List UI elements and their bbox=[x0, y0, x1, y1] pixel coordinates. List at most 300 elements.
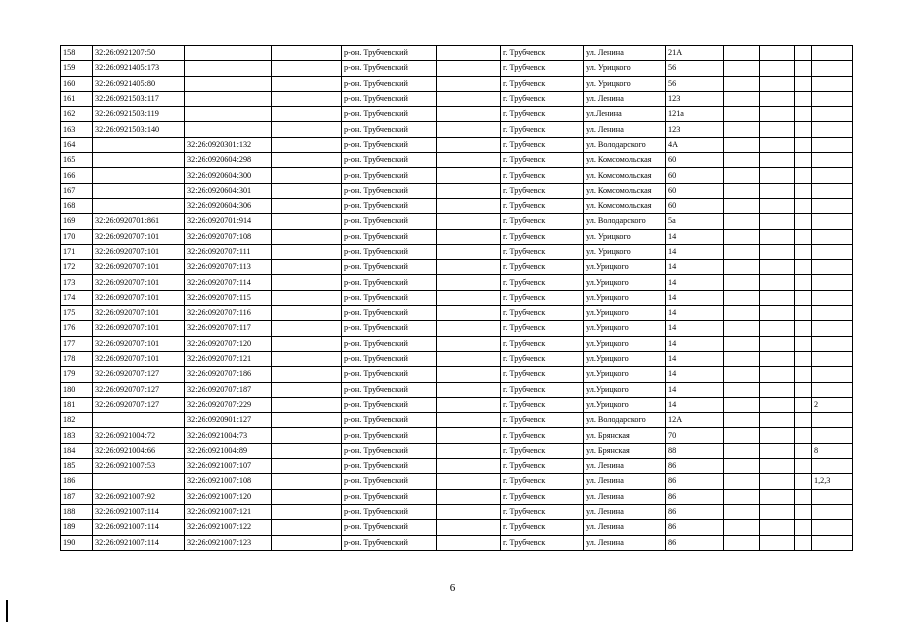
cell-empty-column bbox=[437, 489, 501, 504]
cell-empty-column bbox=[760, 229, 795, 244]
cell-district: р-он. Трубчевский bbox=[342, 474, 437, 489]
table-row bbox=[61, 504, 853, 519]
table-row bbox=[61, 214, 853, 229]
cell-note bbox=[812, 367, 853, 382]
cell-row-number: 177 bbox=[61, 336, 93, 351]
cell-empty-column bbox=[760, 275, 795, 290]
cell-street: ул. Урицкого bbox=[584, 244, 666, 259]
cell-empty-column bbox=[272, 413, 342, 428]
cell-empty-column bbox=[795, 382, 812, 397]
cell-empty-column bbox=[724, 275, 760, 290]
cell-row-number: 163 bbox=[61, 122, 93, 137]
cell-row-number: 164 bbox=[61, 137, 93, 152]
cell-cadastral-number-object: 32:26:0920707:111 bbox=[185, 244, 272, 259]
cell-note: 8 bbox=[812, 443, 853, 458]
cell-cadastral-number-object: 32:26:0921004:73 bbox=[185, 428, 272, 443]
table-row bbox=[61, 76, 853, 91]
cell-empty-column bbox=[724, 351, 760, 366]
cell-house-number: 14 bbox=[666, 367, 724, 382]
cell-cadastral-number-object: 32:26:0920707:113 bbox=[185, 260, 272, 275]
cell-empty-column bbox=[724, 214, 760, 229]
cell-empty-column bbox=[724, 459, 760, 474]
cell-empty-column bbox=[724, 504, 760, 519]
cell-house-number: 14 bbox=[666, 382, 724, 397]
cell-note bbox=[812, 229, 853, 244]
cell-city: г. Трубчевск bbox=[501, 382, 584, 397]
cell-empty-column bbox=[760, 321, 795, 336]
cell-empty-column bbox=[760, 428, 795, 443]
cell-cadastral-number-parcel bbox=[93, 474, 185, 489]
cell-empty-column bbox=[724, 76, 760, 91]
cell-empty-column bbox=[437, 61, 501, 76]
cell-city: г. Трубчевск bbox=[501, 290, 584, 305]
cell-empty-column bbox=[795, 91, 812, 106]
cell-house-number: 86 bbox=[666, 504, 724, 519]
cell-cadastral-number-object: 32:26:0921007:120 bbox=[185, 489, 272, 504]
table-row bbox=[61, 397, 853, 412]
cell-empty-column bbox=[272, 351, 342, 366]
cell-house-number: 14 bbox=[666, 260, 724, 275]
cell-house-number: 56 bbox=[666, 76, 724, 91]
cell-note bbox=[812, 107, 853, 122]
cell-cadastral-number-parcel bbox=[93, 413, 185, 428]
cell-house-number: 5а bbox=[666, 214, 724, 229]
table-row bbox=[61, 443, 853, 458]
cell-row-number: 175 bbox=[61, 306, 93, 321]
table-row bbox=[61, 198, 853, 213]
cell-empty-column bbox=[795, 336, 812, 351]
cell-empty-column bbox=[272, 367, 342, 382]
cell-city: г. Трубчевск bbox=[501, 229, 584, 244]
cell-city: г. Трубчевск bbox=[501, 489, 584, 504]
cell-empty-column bbox=[272, 61, 342, 76]
cell-note bbox=[812, 61, 853, 76]
cell-district: р-он. Трубчевский bbox=[342, 489, 437, 504]
cell-row-number: 176 bbox=[61, 321, 93, 336]
cell-empty-column bbox=[437, 382, 501, 397]
table-row bbox=[61, 459, 853, 474]
cell-cadastral-number-object: 32:26:0920707:229 bbox=[185, 397, 272, 412]
cell-district: р-он. Трубчевский bbox=[342, 382, 437, 397]
cell-empty-column bbox=[272, 443, 342, 458]
cell-house-number: 14 bbox=[666, 336, 724, 351]
scan-edge-mark bbox=[6, 600, 8, 622]
cell-house-number: 21А bbox=[666, 46, 724, 61]
cell-cadastral-number-parcel bbox=[93, 153, 185, 168]
cell-cadastral-number-parcel: 32:26:0920707:127 bbox=[93, 382, 185, 397]
cell-empty-column bbox=[437, 260, 501, 275]
cell-row-number: 181 bbox=[61, 397, 93, 412]
cell-district: р-он. Трубчевский bbox=[342, 443, 437, 458]
cell-district: р-он. Трубчевский bbox=[342, 107, 437, 122]
cell-row-number: 185 bbox=[61, 459, 93, 474]
cell-cadastral-number-object: 32:26:0921004:89 bbox=[185, 443, 272, 458]
cell-district: р-он. Трубчевский bbox=[342, 214, 437, 229]
cell-city: г. Трубчевск bbox=[501, 76, 584, 91]
cell-note bbox=[812, 336, 853, 351]
cell-empty-column bbox=[437, 443, 501, 458]
cell-empty-column bbox=[724, 107, 760, 122]
cell-street: ул. Володарского bbox=[584, 413, 666, 428]
cell-cadastral-number-object: 32:26:0920707:115 bbox=[185, 290, 272, 305]
cell-empty-column bbox=[272, 122, 342, 137]
cell-empty-column bbox=[724, 260, 760, 275]
cell-empty-column bbox=[437, 137, 501, 152]
cell-empty-column bbox=[724, 397, 760, 412]
cell-street: ул.Урицкого bbox=[584, 290, 666, 305]
cell-note bbox=[812, 321, 853, 336]
cell-house-number: 14 bbox=[666, 244, 724, 259]
cell-cadastral-number-parcel: 32:26:0920707:101 bbox=[93, 351, 185, 366]
cell-row-number: 174 bbox=[61, 290, 93, 305]
cell-empty-column bbox=[437, 198, 501, 213]
cell-district: р-он. Трубчевский bbox=[342, 46, 437, 61]
cell-empty-column bbox=[795, 122, 812, 137]
cell-empty-column bbox=[760, 290, 795, 305]
cell-empty-column bbox=[760, 153, 795, 168]
cell-street: ул.Урицкого bbox=[584, 260, 666, 275]
cell-empty-column bbox=[760, 260, 795, 275]
cell-empty-column bbox=[795, 504, 812, 519]
cell-empty-column bbox=[760, 474, 795, 489]
cell-empty-column bbox=[272, 535, 342, 550]
cell-cadastral-number-parcel: 32:26:0921405:80 bbox=[93, 76, 185, 91]
cell-cadastral-number-parcel: 32:26:0921405:173 bbox=[93, 61, 185, 76]
cell-empty-column bbox=[795, 168, 812, 183]
cell-empty-column bbox=[795, 397, 812, 412]
cell-empty-column bbox=[437, 336, 501, 351]
cell-street: ул. Урицкого bbox=[584, 76, 666, 91]
cell-city: г. Трубчевск bbox=[501, 535, 584, 550]
cell-empty-column bbox=[437, 413, 501, 428]
cell-cadastral-number-parcel: 32:26:0920707:101 bbox=[93, 275, 185, 290]
table-row bbox=[61, 489, 853, 504]
cell-empty-column bbox=[724, 321, 760, 336]
cell-street: ул.Урицкого bbox=[584, 321, 666, 336]
cell-city: г. Трубчевск bbox=[501, 520, 584, 535]
cell-row-number: 172 bbox=[61, 260, 93, 275]
cell-empty-column bbox=[795, 260, 812, 275]
cell-note bbox=[812, 489, 853, 504]
cell-city: г. Трубчевск bbox=[501, 168, 584, 183]
cell-city: г. Трубчевск bbox=[501, 275, 584, 290]
cell-street: ул. Ленина bbox=[584, 459, 666, 474]
cell-cadastral-number-object: 32:26:0920707:187 bbox=[185, 382, 272, 397]
table-row bbox=[61, 351, 853, 366]
cell-empty-column bbox=[795, 198, 812, 213]
cell-empty-column bbox=[437, 229, 501, 244]
table-row bbox=[61, 290, 853, 305]
cell-empty-column bbox=[795, 489, 812, 504]
cell-empty-column bbox=[724, 382, 760, 397]
cell-empty-column bbox=[795, 137, 812, 152]
cell-cadastral-number-object bbox=[185, 122, 272, 137]
cell-cadastral-number-parcel: 32:26:0921207:50 bbox=[93, 46, 185, 61]
cell-note bbox=[812, 76, 853, 91]
cell-cadastral-number-object: 32:26:0920707:116 bbox=[185, 306, 272, 321]
cell-note bbox=[812, 504, 853, 519]
cell-cadastral-number-parcel: 32:26:0920707:127 bbox=[93, 397, 185, 412]
cell-house-number: 14 bbox=[666, 351, 724, 366]
cell-empty-column bbox=[437, 520, 501, 535]
cell-empty-column bbox=[795, 244, 812, 259]
cell-empty-column bbox=[437, 290, 501, 305]
cell-empty-column bbox=[760, 520, 795, 535]
table-row bbox=[61, 229, 853, 244]
cell-city: г. Трубчевск bbox=[501, 413, 584, 428]
cell-district: р-он. Трубчевский bbox=[342, 137, 437, 152]
cell-street: ул.Урицкого bbox=[584, 336, 666, 351]
cell-row-number: 170 bbox=[61, 229, 93, 244]
cell-empty-column bbox=[724, 153, 760, 168]
cell-district: р-он. Трубчевский bbox=[342, 504, 437, 519]
table-row bbox=[61, 153, 853, 168]
table-row bbox=[61, 275, 853, 290]
table-row bbox=[61, 46, 853, 61]
cell-cadastral-number-object: 32:26:0921007:121 bbox=[185, 504, 272, 519]
cell-house-number: 86 bbox=[666, 535, 724, 550]
cell-empty-column bbox=[795, 290, 812, 305]
cell-row-number: 178 bbox=[61, 351, 93, 366]
cell-house-number: 88 bbox=[666, 443, 724, 458]
cell-street: ул. Ленина bbox=[584, 504, 666, 519]
page-number: 6 bbox=[449, 582, 456, 594]
cell-empty-column bbox=[760, 351, 795, 366]
cell-street: ул. Комсомольская bbox=[584, 153, 666, 168]
cell-note bbox=[812, 168, 853, 183]
cell-cadastral-number-parcel: 32:26:0921004:72 bbox=[93, 428, 185, 443]
cell-cadastral-number-parcel: 32:26:0921007:114 bbox=[93, 535, 185, 550]
cell-empty-column bbox=[724, 336, 760, 351]
cell-cadastral-number-parcel bbox=[93, 137, 185, 152]
cell-empty-column bbox=[795, 153, 812, 168]
cell-street: ул. Комсомольская bbox=[584, 198, 666, 213]
cell-row-number: 161 bbox=[61, 91, 93, 106]
cell-empty-column bbox=[272, 474, 342, 489]
table-row bbox=[61, 382, 853, 397]
cell-empty-column bbox=[760, 91, 795, 106]
cell-row-number: 165 bbox=[61, 153, 93, 168]
cell-empty-column bbox=[795, 351, 812, 366]
cell-street: ул.Урицкого bbox=[584, 275, 666, 290]
cell-empty-column bbox=[437, 459, 501, 474]
table-row bbox=[61, 122, 853, 137]
cell-empty-column bbox=[724, 198, 760, 213]
cell-empty-column bbox=[272, 91, 342, 106]
cell-row-number: 189 bbox=[61, 520, 93, 535]
cell-street: ул.Урицкого bbox=[584, 306, 666, 321]
cell-note bbox=[812, 459, 853, 474]
cell-city: г. Трубчевск bbox=[501, 137, 584, 152]
cell-note bbox=[812, 520, 853, 535]
cell-empty-column bbox=[795, 229, 812, 244]
cell-row-number: 158 bbox=[61, 46, 93, 61]
cell-district: р-он. Трубчевский bbox=[342, 535, 437, 550]
table-row bbox=[61, 367, 853, 382]
cell-empty-column bbox=[724, 183, 760, 198]
cell-city: г. Трубчевск bbox=[501, 443, 584, 458]
cell-street: ул. Ленина bbox=[584, 489, 666, 504]
cell-empty-column bbox=[795, 61, 812, 76]
cell-empty-column bbox=[724, 244, 760, 259]
cell-note bbox=[812, 91, 853, 106]
cell-cadastral-number-parcel: 32:26:0921503:117 bbox=[93, 91, 185, 106]
cell-empty-column bbox=[760, 504, 795, 519]
cell-district: р-он. Трубчевский bbox=[342, 290, 437, 305]
cell-cadastral-number-parcel: 32:26:0921007:114 bbox=[93, 520, 185, 535]
cell-empty-column bbox=[724, 489, 760, 504]
cell-note bbox=[812, 275, 853, 290]
cell-empty-column bbox=[760, 382, 795, 397]
cell-row-number: 187 bbox=[61, 489, 93, 504]
cell-empty-column bbox=[437, 397, 501, 412]
cell-city: г. Трубчевск bbox=[501, 214, 584, 229]
cell-cadastral-number-object: 32:26:0920707:186 bbox=[185, 367, 272, 382]
table-row bbox=[61, 183, 853, 198]
cell-row-number: 159 bbox=[61, 61, 93, 76]
cell-house-number: 86 bbox=[666, 459, 724, 474]
cell-empty-column bbox=[272, 489, 342, 504]
cell-empty-column bbox=[272, 244, 342, 259]
cell-note bbox=[812, 260, 853, 275]
cell-empty-column bbox=[760, 336, 795, 351]
cell-empty-column bbox=[795, 275, 812, 290]
cell-empty-column bbox=[760, 137, 795, 152]
cell-empty-column bbox=[760, 397, 795, 412]
cell-cadastral-number-parcel bbox=[93, 198, 185, 213]
cell-cadastral-number-parcel: 32:26:0920701:861 bbox=[93, 214, 185, 229]
cell-house-number: 14 bbox=[666, 275, 724, 290]
cell-street: ул. Брянская bbox=[584, 428, 666, 443]
cell-empty-column bbox=[437, 321, 501, 336]
cell-district: р-он. Трубчевский bbox=[342, 397, 437, 412]
cell-street: ул.Урицкого bbox=[584, 351, 666, 366]
cell-house-number: 60 bbox=[666, 183, 724, 198]
cell-city: г. Трубчевск bbox=[501, 504, 584, 519]
cell-row-number: 167 bbox=[61, 183, 93, 198]
cell-empty-column bbox=[724, 46, 760, 61]
cell-row-number: 184 bbox=[61, 443, 93, 458]
cell-note bbox=[812, 153, 853, 168]
cell-cadastral-number-object bbox=[185, 107, 272, 122]
cell-city: г. Трубчевск bbox=[501, 428, 584, 443]
cell-district: р-он. Трубчевский bbox=[342, 244, 437, 259]
cell-cadastral-number-parcel: 32:26:0921503:119 bbox=[93, 107, 185, 122]
cell-district: р-он. Трубчевский bbox=[342, 122, 437, 137]
cell-empty-column bbox=[795, 459, 812, 474]
cell-house-number: 86 bbox=[666, 474, 724, 489]
cell-cadastral-number-parcel: 32:26:0920707:101 bbox=[93, 290, 185, 305]
table-row bbox=[61, 260, 853, 275]
cell-district: р-он. Трубчевский bbox=[342, 459, 437, 474]
cell-cadastral-number-object: 32:26:0921007:122 bbox=[185, 520, 272, 535]
cell-empty-column bbox=[760, 198, 795, 213]
cell-row-number: 166 bbox=[61, 168, 93, 183]
cell-cadastral-number-object bbox=[185, 76, 272, 91]
cell-cadastral-number-object: 32:26:0920901:127 bbox=[185, 413, 272, 428]
cell-house-number: 86 bbox=[666, 520, 724, 535]
cell-note bbox=[812, 382, 853, 397]
cell-district: р-он. Трубчевский bbox=[342, 91, 437, 106]
cell-empty-column bbox=[437, 504, 501, 519]
cell-cadastral-number-object: 32:26:0920604:300 bbox=[185, 168, 272, 183]
cell-street: ул.Урицкого bbox=[584, 382, 666, 397]
cell-empty-column bbox=[272, 137, 342, 152]
cell-city: г. Трубчевск bbox=[501, 336, 584, 351]
cell-house-number: 86 bbox=[666, 489, 724, 504]
cell-cadastral-number-parcel: 32:26:0920707:101 bbox=[93, 321, 185, 336]
cell-row-number: 168 bbox=[61, 198, 93, 213]
cell-district: р-он. Трубчевский bbox=[342, 260, 437, 275]
cell-district: р-он. Трубчевский bbox=[342, 76, 437, 91]
cell-row-number: 180 bbox=[61, 382, 93, 397]
cell-house-number: 60 bbox=[666, 198, 724, 213]
cell-empty-column bbox=[272, 336, 342, 351]
cell-street: ул. Ленина bbox=[584, 535, 666, 550]
table-row bbox=[61, 428, 853, 443]
cell-city: г. Трубчевск bbox=[501, 122, 584, 137]
cell-empty-column bbox=[724, 535, 760, 550]
cell-empty-column bbox=[795, 46, 812, 61]
cell-cadastral-number-object: 32:26:0920701:914 bbox=[185, 214, 272, 229]
cell-empty-column bbox=[437, 122, 501, 137]
cell-note: 1,2,3 bbox=[812, 474, 853, 489]
cell-empty-column bbox=[437, 107, 501, 122]
cell-cadastral-number-object bbox=[185, 61, 272, 76]
cell-empty-column bbox=[724, 520, 760, 535]
cell-house-number: 123 bbox=[666, 91, 724, 106]
cell-empty-column bbox=[272, 428, 342, 443]
cell-street: ул. Ленина bbox=[584, 122, 666, 137]
cell-empty-column bbox=[272, 504, 342, 519]
register-table-body bbox=[61, 46, 853, 551]
cell-street: ул.Ленина bbox=[584, 107, 666, 122]
table-row bbox=[61, 520, 853, 535]
cell-street: ул. Ленина bbox=[584, 91, 666, 106]
cell-district: р-он. Трубчевский bbox=[342, 413, 437, 428]
cell-empty-column bbox=[724, 229, 760, 244]
cell-cadastral-number-object: 32:26:0920707:108 bbox=[185, 229, 272, 244]
cell-empty-column bbox=[437, 214, 501, 229]
cell-district: р-он. Трубчевский bbox=[342, 229, 437, 244]
cell-street: ул. Урицкого bbox=[584, 61, 666, 76]
cell-city: г. Трубчевск bbox=[501, 367, 584, 382]
cell-empty-column bbox=[760, 168, 795, 183]
cell-district: р-он. Трубчевский bbox=[342, 367, 437, 382]
cell-empty-column bbox=[437, 275, 501, 290]
table-row bbox=[61, 321, 853, 336]
cell-city: г. Трубчевск bbox=[501, 459, 584, 474]
cell-cadastral-number-object bbox=[185, 46, 272, 61]
cell-empty-column bbox=[760, 443, 795, 458]
cell-empty-column bbox=[437, 183, 501, 198]
cell-empty-column bbox=[272, 76, 342, 91]
table-row bbox=[61, 535, 853, 550]
cell-city: г. Трубчевск bbox=[501, 397, 584, 412]
cell-row-number: 171 bbox=[61, 244, 93, 259]
cell-empty-column bbox=[437, 153, 501, 168]
cell-empty-column bbox=[760, 122, 795, 137]
cell-note: 2 bbox=[812, 397, 853, 412]
cell-empty-column bbox=[724, 61, 760, 76]
table-row bbox=[61, 107, 853, 122]
cell-house-number: 12А bbox=[666, 413, 724, 428]
table-row bbox=[61, 306, 853, 321]
cell-empty-column bbox=[437, 46, 501, 61]
cell-note bbox=[812, 137, 853, 152]
cell-row-number: 182 bbox=[61, 413, 93, 428]
cell-street: ул. Урицкого bbox=[584, 229, 666, 244]
